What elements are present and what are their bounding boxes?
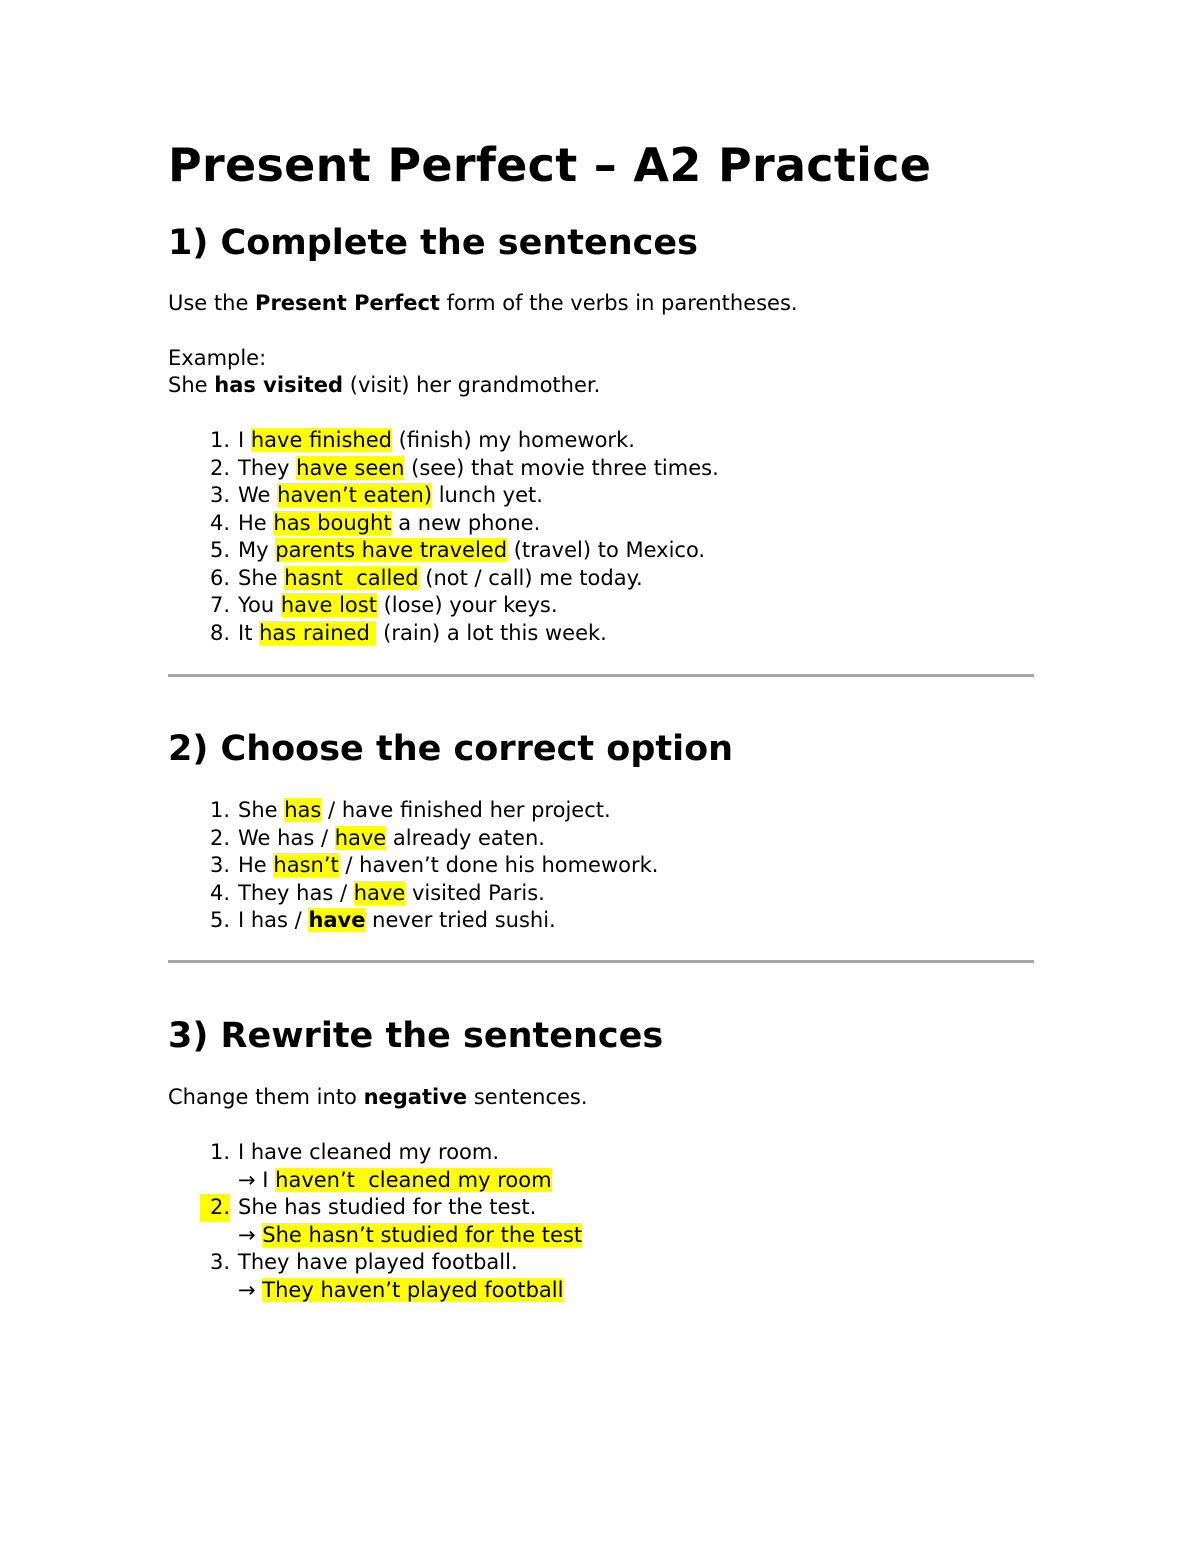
highlighted-answer: has rained bbox=[259, 620, 377, 645]
section1-heading: 1) Complete the sentences bbox=[168, 223, 698, 263]
item-number: 2. bbox=[200, 1194, 230, 1222]
list-item bbox=[168, 797, 658, 825]
arrow-icon: → bbox=[238, 1277, 263, 1302]
section3-heading: 3) Rewrite the sentences bbox=[168, 1016, 664, 1056]
item-text: My bbox=[238, 538, 276, 562]
item-text: done his homework. bbox=[438, 853, 659, 877]
highlighted-answer: have finished bbox=[250, 428, 392, 452]
item-text: (not / call) me today. bbox=[418, 565, 643, 590]
example-bold: has visited bbox=[214, 373, 344, 397]
item-text: never tried sushi. bbox=[365, 908, 556, 932]
item-number: 8. bbox=[209, 620, 230, 645]
item-text: a new phone. bbox=[391, 510, 541, 535]
example-text: She bbox=[168, 373, 215, 397]
section1-instruction bbox=[168, 290, 798, 317]
option: haven’t bbox=[359, 853, 439, 877]
item-number: 3. bbox=[209, 1250, 230, 1274]
instruction-text: sentences. bbox=[467, 1085, 588, 1109]
rewrite-text: I bbox=[262, 1167, 276, 1192]
option-separator: / bbox=[288, 908, 309, 932]
highlighted-answer: They haven’t played football bbox=[262, 1277, 564, 1302]
list-item bbox=[168, 537, 719, 565]
rewrite-line bbox=[238, 1167, 582, 1195]
item-number: 6. bbox=[209, 565, 230, 590]
item-text: He bbox=[238, 510, 274, 535]
selected-option: have bbox=[308, 908, 366, 932]
item-text: finished her project. bbox=[393, 798, 611, 822]
list-item bbox=[168, 1194, 582, 1249]
rewrite-line bbox=[238, 1222, 582, 1250]
instruction-bold: Present Perfect bbox=[255, 291, 440, 315]
selected-option: hasn’t bbox=[273, 853, 339, 877]
item-text: She bbox=[238, 798, 285, 822]
selected-option: has bbox=[284, 798, 322, 822]
original-sentence: She has studied for the test. bbox=[238, 1195, 537, 1219]
item-text: You bbox=[238, 593, 281, 617]
highlighted-answer: haven’t eaten) bbox=[277, 483, 433, 507]
item-number: 5. bbox=[209, 538, 230, 562]
item-number: 1. bbox=[209, 1140, 230, 1164]
item-text: She bbox=[238, 565, 285, 590]
item-text: They bbox=[238, 455, 297, 480]
item-number: 3. bbox=[209, 853, 230, 877]
example-text: (visit) her grandmother. bbox=[343, 373, 601, 397]
item-text: He bbox=[238, 853, 274, 877]
arrow-icon: → bbox=[238, 1222, 263, 1247]
section2-heading: 2) Choose the correct option bbox=[168, 729, 734, 769]
item-number: 2. bbox=[209, 825, 230, 850]
instruction-text: Use the bbox=[168, 291, 256, 315]
page-title: Present Perfect – A2 Practice bbox=[168, 138, 932, 192]
item-number: 1. bbox=[209, 428, 230, 452]
highlighted-answer: parents have traveled bbox=[275, 538, 508, 562]
option: has bbox=[277, 825, 315, 850]
highlighted-answer: hasnt called bbox=[284, 565, 419, 590]
example-sentence bbox=[168, 372, 600, 399]
selected-option: have bbox=[334, 825, 387, 850]
list-item bbox=[168, 620, 719, 648]
section2-list bbox=[168, 797, 658, 935]
section3-instruction bbox=[168, 1084, 588, 1111]
item-text: (lose) your keys. bbox=[376, 593, 558, 617]
item-text: We bbox=[238, 483, 278, 507]
section1-list bbox=[168, 427, 719, 647]
option-separator: / bbox=[321, 798, 342, 822]
original-sentence: I have cleaned my room. bbox=[238, 1140, 500, 1164]
section-divider bbox=[168, 960, 1034, 963]
selected-option: have bbox=[353, 880, 406, 905]
list-item bbox=[168, 1249, 582, 1304]
list-item bbox=[168, 455, 719, 483]
rewrite-line bbox=[238, 1277, 582, 1305]
list-item bbox=[168, 907, 658, 935]
item-text: I bbox=[238, 908, 251, 932]
item-number: 4. bbox=[209, 880, 230, 905]
list-item bbox=[168, 825, 658, 853]
highlighted-answer: have lost bbox=[280, 593, 377, 617]
instruction-bold: negative bbox=[363, 1085, 468, 1109]
section-divider bbox=[168, 674, 1034, 677]
item-number: 5. bbox=[209, 908, 230, 932]
item-text: already eaten. bbox=[386, 825, 545, 850]
list-item bbox=[168, 852, 658, 880]
item-number: 3. bbox=[209, 483, 230, 507]
item-text: (see) that movie three times. bbox=[404, 455, 719, 480]
list-item bbox=[168, 880, 658, 908]
highlighted-answer: She hasn’t studied for the test bbox=[262, 1222, 583, 1247]
item-text: (rain) a lot this week. bbox=[376, 620, 607, 645]
list-item bbox=[168, 565, 719, 593]
option-separator: / bbox=[338, 853, 360, 877]
item-text: They bbox=[238, 880, 297, 905]
item-text: It bbox=[238, 620, 260, 645]
item-number: 1. bbox=[209, 798, 230, 822]
item-text: I bbox=[238, 428, 251, 452]
item-text: We bbox=[238, 825, 278, 850]
list-item bbox=[168, 427, 719, 455]
item-text: (travel) to Mexico. bbox=[507, 538, 706, 562]
instruction-text: form of the verbs in parentheses. bbox=[439, 291, 798, 315]
option-separator: / bbox=[314, 825, 335, 850]
option: have bbox=[341, 798, 394, 822]
list-item bbox=[168, 592, 719, 620]
option-separator: / bbox=[333, 880, 354, 905]
arrow-icon: → bbox=[238, 1167, 263, 1192]
example-label: Example: bbox=[168, 346, 267, 370]
highlighted-answer: have seen bbox=[296, 455, 405, 480]
option: has bbox=[250, 908, 288, 932]
list-item bbox=[168, 482, 719, 510]
list-item bbox=[168, 510, 719, 538]
option: has bbox=[296, 880, 334, 905]
item-number: 2. bbox=[209, 455, 230, 480]
item-number: 4. bbox=[209, 510, 230, 535]
highlighted-answer: haven’t cleaned my room bbox=[275, 1167, 552, 1192]
instruction-text: Change them into bbox=[168, 1085, 364, 1109]
list-item bbox=[168, 1139, 582, 1194]
item-text: lunch yet. bbox=[432, 483, 543, 507]
highlighted-answer: has bought bbox=[273, 510, 392, 535]
item-number: 7. bbox=[209, 593, 230, 617]
original-sentence: They have played football. bbox=[238, 1250, 518, 1274]
item-text: visited Paris. bbox=[405, 880, 545, 905]
item-text: (finish) my homework. bbox=[391, 428, 635, 452]
section3-list bbox=[168, 1139, 582, 1304]
